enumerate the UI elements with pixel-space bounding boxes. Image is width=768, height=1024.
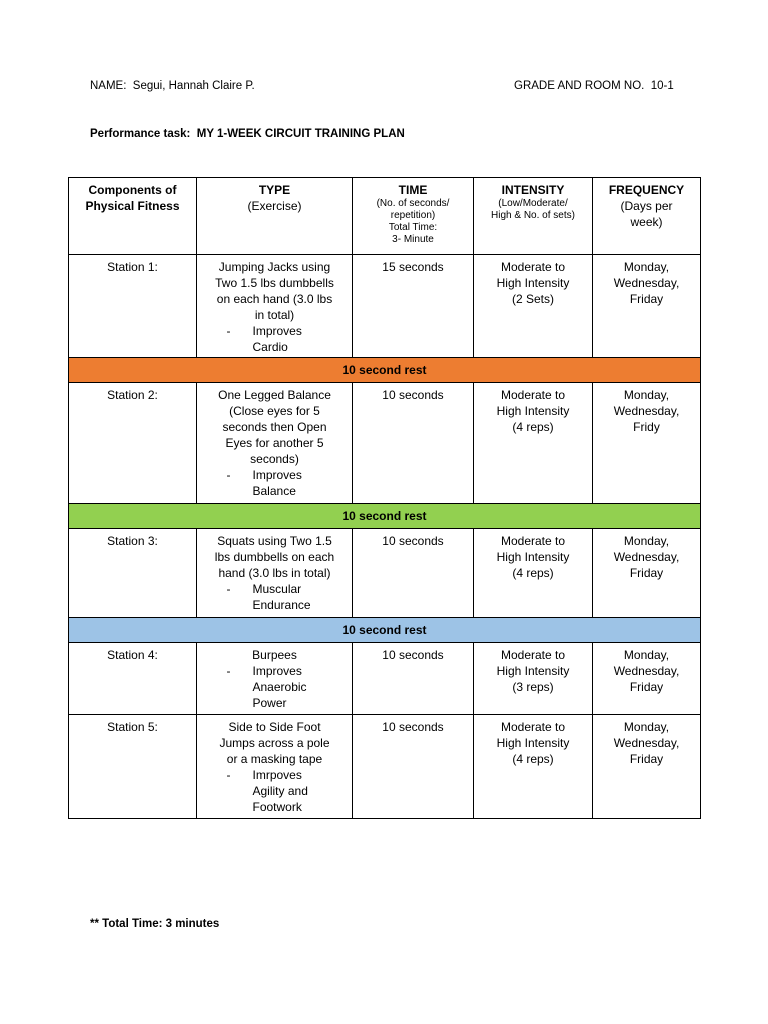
type-line: seconds then Open — [222, 420, 327, 434]
station-label: Station 4: — [69, 643, 197, 715]
header-intensity-sub: (Low/Moderate/ — [498, 198, 568, 209]
table-header-row — [69, 178, 701, 255]
table-row — [69, 255, 701, 358]
header-intensity — [474, 178, 593, 255]
intensity-line: High Intensity — [496, 550, 570, 564]
header-time-sub: 3- Minute — [392, 234, 434, 245]
benefit-line: Agility and — [252, 784, 308, 798]
benefit-line: Power — [252, 696, 287, 710]
type-line: One Legged Balance — [218, 388, 331, 402]
type-line: in total) — [254, 308, 295, 322]
bullet-dash: - — [226, 768, 231, 782]
benefit-line: Imrpoves — [252, 768, 302, 782]
benefit-bullet — [201, 467, 348, 499]
intensity-line: High Intensity — [496, 404, 570, 418]
circuit-training-table — [68, 177, 701, 819]
header-type-sub: (Exercise) — [247, 199, 302, 213]
frequency-line: Wednesday, — [613, 276, 680, 290]
header-components — [69, 178, 197, 255]
exercise-type — [197, 383, 353, 504]
type-line: Jumps across a pole — [219, 736, 330, 750]
type-line: on each hand (3.0 lbs — [216, 292, 333, 306]
time-cell: 15 seconds — [353, 255, 474, 358]
header-time-sub: repetition) — [390, 210, 436, 221]
exercise-type — [197, 255, 353, 358]
station-label: Station 1: — [69, 255, 197, 358]
intensity-line: (4 reps) — [512, 566, 554, 580]
grade-and-room: GRADE AND ROOM NO. 10-1 — [514, 80, 674, 92]
benefit-line: Footwork — [252, 800, 302, 814]
header-time-title: TIME — [398, 183, 428, 197]
benefit-bullet — [201, 767, 348, 815]
time-cell: 10 seconds — [353, 383, 474, 504]
benefit-bullet — [201, 581, 348, 613]
intensity-cell — [474, 255, 593, 358]
frequency-line: Friday — [629, 680, 664, 694]
benefit-line: Endurance — [252, 598, 311, 612]
rest-row — [69, 358, 701, 383]
intensity-line: (2 Sets) — [511, 292, 554, 306]
bullet-dash: - — [226, 468, 231, 482]
bullet-dash: - — [226, 664, 231, 678]
intensity-line: Moderate to — [500, 260, 566, 274]
station-label: Station 5: — [69, 715, 197, 819]
benefit-line: Muscular — [252, 582, 302, 596]
header-frequency — [593, 178, 701, 255]
benefit-line: Improves — [252, 324, 302, 338]
intensity-line: High Intensity — [496, 736, 570, 750]
type-line: Burpees — [252, 648, 297, 662]
intensity-line: Moderate to — [500, 388, 566, 402]
intensity-cell — [474, 715, 593, 819]
intensity-line: (3 reps) — [512, 680, 554, 694]
intensity-cell — [474, 529, 593, 618]
header-frequency-sub: (Days per — [620, 199, 673, 213]
benefit-line: Cardio — [252, 340, 288, 354]
header-components-line: Physical Fitness — [85, 199, 180, 213]
header-intensity-title: INTENSITY — [501, 183, 565, 197]
frequency-cell — [593, 383, 701, 504]
intensity-line: High Intensity — [496, 664, 570, 678]
type-line: Two 1.5 lbs dumbbells — [215, 276, 334, 290]
type-line: Squats using Two 1.5 — [217, 534, 332, 548]
header-type-title: TYPE — [258, 183, 291, 197]
intensity-cell — [474, 643, 593, 715]
type-line: Jumping Jacks using — [218, 260, 331, 274]
frequency-line: Friday — [629, 752, 664, 766]
table-row — [69, 529, 701, 618]
rest-row — [69, 504, 701, 529]
time-cell: 10 seconds — [353, 715, 474, 819]
exercise-type — [197, 643, 353, 715]
exercise-type — [197, 529, 353, 618]
intensity-cell — [474, 383, 593, 504]
type-line: lbs dumbbells on each — [214, 550, 335, 564]
frequency-line: Monday, — [623, 720, 670, 734]
total-time-note: ** Total Time: 3 minutes — [90, 918, 220, 930]
time-cell: 10 seconds — [353, 529, 474, 618]
frequency-line: Wednesday, — [613, 664, 680, 678]
header-time-sub: Total Time: — [388, 222, 438, 233]
frequency-line: Monday, — [623, 648, 670, 662]
frequency-line: Monday, — [623, 260, 670, 274]
rest-label: 10 second rest — [69, 504, 701, 529]
bullet-dash: - — [226, 582, 231, 596]
type-line: (Close eyes for 5 — [229, 404, 320, 418]
intensity-line: (4 reps) — [512, 420, 554, 434]
frequency-line: Friday — [629, 566, 664, 580]
frequency-cell — [593, 643, 701, 715]
type-line: Side to Side Foot — [228, 720, 321, 734]
rest-row — [69, 618, 701, 643]
intensity-line: (4 reps) — [512, 752, 554, 766]
frequency-line: Monday, — [623, 388, 670, 402]
frequency-line: Wednesday, — [613, 736, 680, 750]
benefit-bullet — [201, 663, 348, 711]
header-frequency-title: FREQUENCY — [608, 183, 685, 197]
frequency-cell — [593, 255, 701, 358]
student-name: NAME: Segui, Hannah Claire P. — [90, 80, 255, 92]
intensity-line: High Intensity — [496, 276, 570, 290]
header-time — [353, 178, 474, 255]
benefit-line: Improves — [252, 468, 302, 482]
benefit-line: Balance — [252, 484, 296, 498]
type-line: or a masking tape — [226, 752, 323, 766]
benefit-bullet — [201, 323, 348, 355]
table-row — [69, 715, 701, 819]
type-line: Eyes for another 5 — [225, 436, 324, 450]
header-time-sub: (No. of seconds/ — [376, 198, 450, 209]
frequency-line: Monday, — [623, 534, 670, 548]
rest-label: 10 second rest — [69, 358, 701, 383]
time-cell: 10 seconds — [353, 643, 474, 715]
performance-task-title: Performance task: MY 1-WEEK CIRCUIT TRAINING PLAN — [90, 128, 405, 140]
frequency-line: Friday — [629, 292, 664, 306]
header-type — [197, 178, 353, 255]
exercise-type — [197, 715, 353, 819]
station-label: Station 2: — [69, 383, 197, 504]
header-intensity-sub: High & No. of sets) — [491, 210, 575, 221]
intensity-line: Moderate to — [500, 720, 566, 734]
header-components-line: Components of — [88, 183, 177, 197]
benefit-line: Anaerobic — [252, 680, 307, 694]
frequency-line: Wednesday, — [613, 550, 680, 564]
header-frequency-sub: week) — [630, 215, 663, 229]
frequency-line: Fridy — [633, 420, 660, 434]
benefit-line: Improves — [252, 664, 302, 678]
type-line: hand (3.0 lbs in total) — [218, 566, 331, 580]
frequency-line: Wednesday, — [613, 404, 680, 418]
frequency-cell — [593, 715, 701, 819]
type-line: seconds) — [250, 452, 299, 466]
table-row — [69, 643, 701, 715]
bullet-dash: - — [226, 324, 231, 338]
frequency-cell — [593, 529, 701, 618]
intensity-line: Moderate to — [500, 534, 566, 548]
rest-label: 10 second rest — [69, 618, 701, 643]
table-row — [69, 383, 701, 504]
station-label: Station 3: — [69, 529, 197, 618]
intensity-line: Moderate to — [500, 648, 566, 662]
